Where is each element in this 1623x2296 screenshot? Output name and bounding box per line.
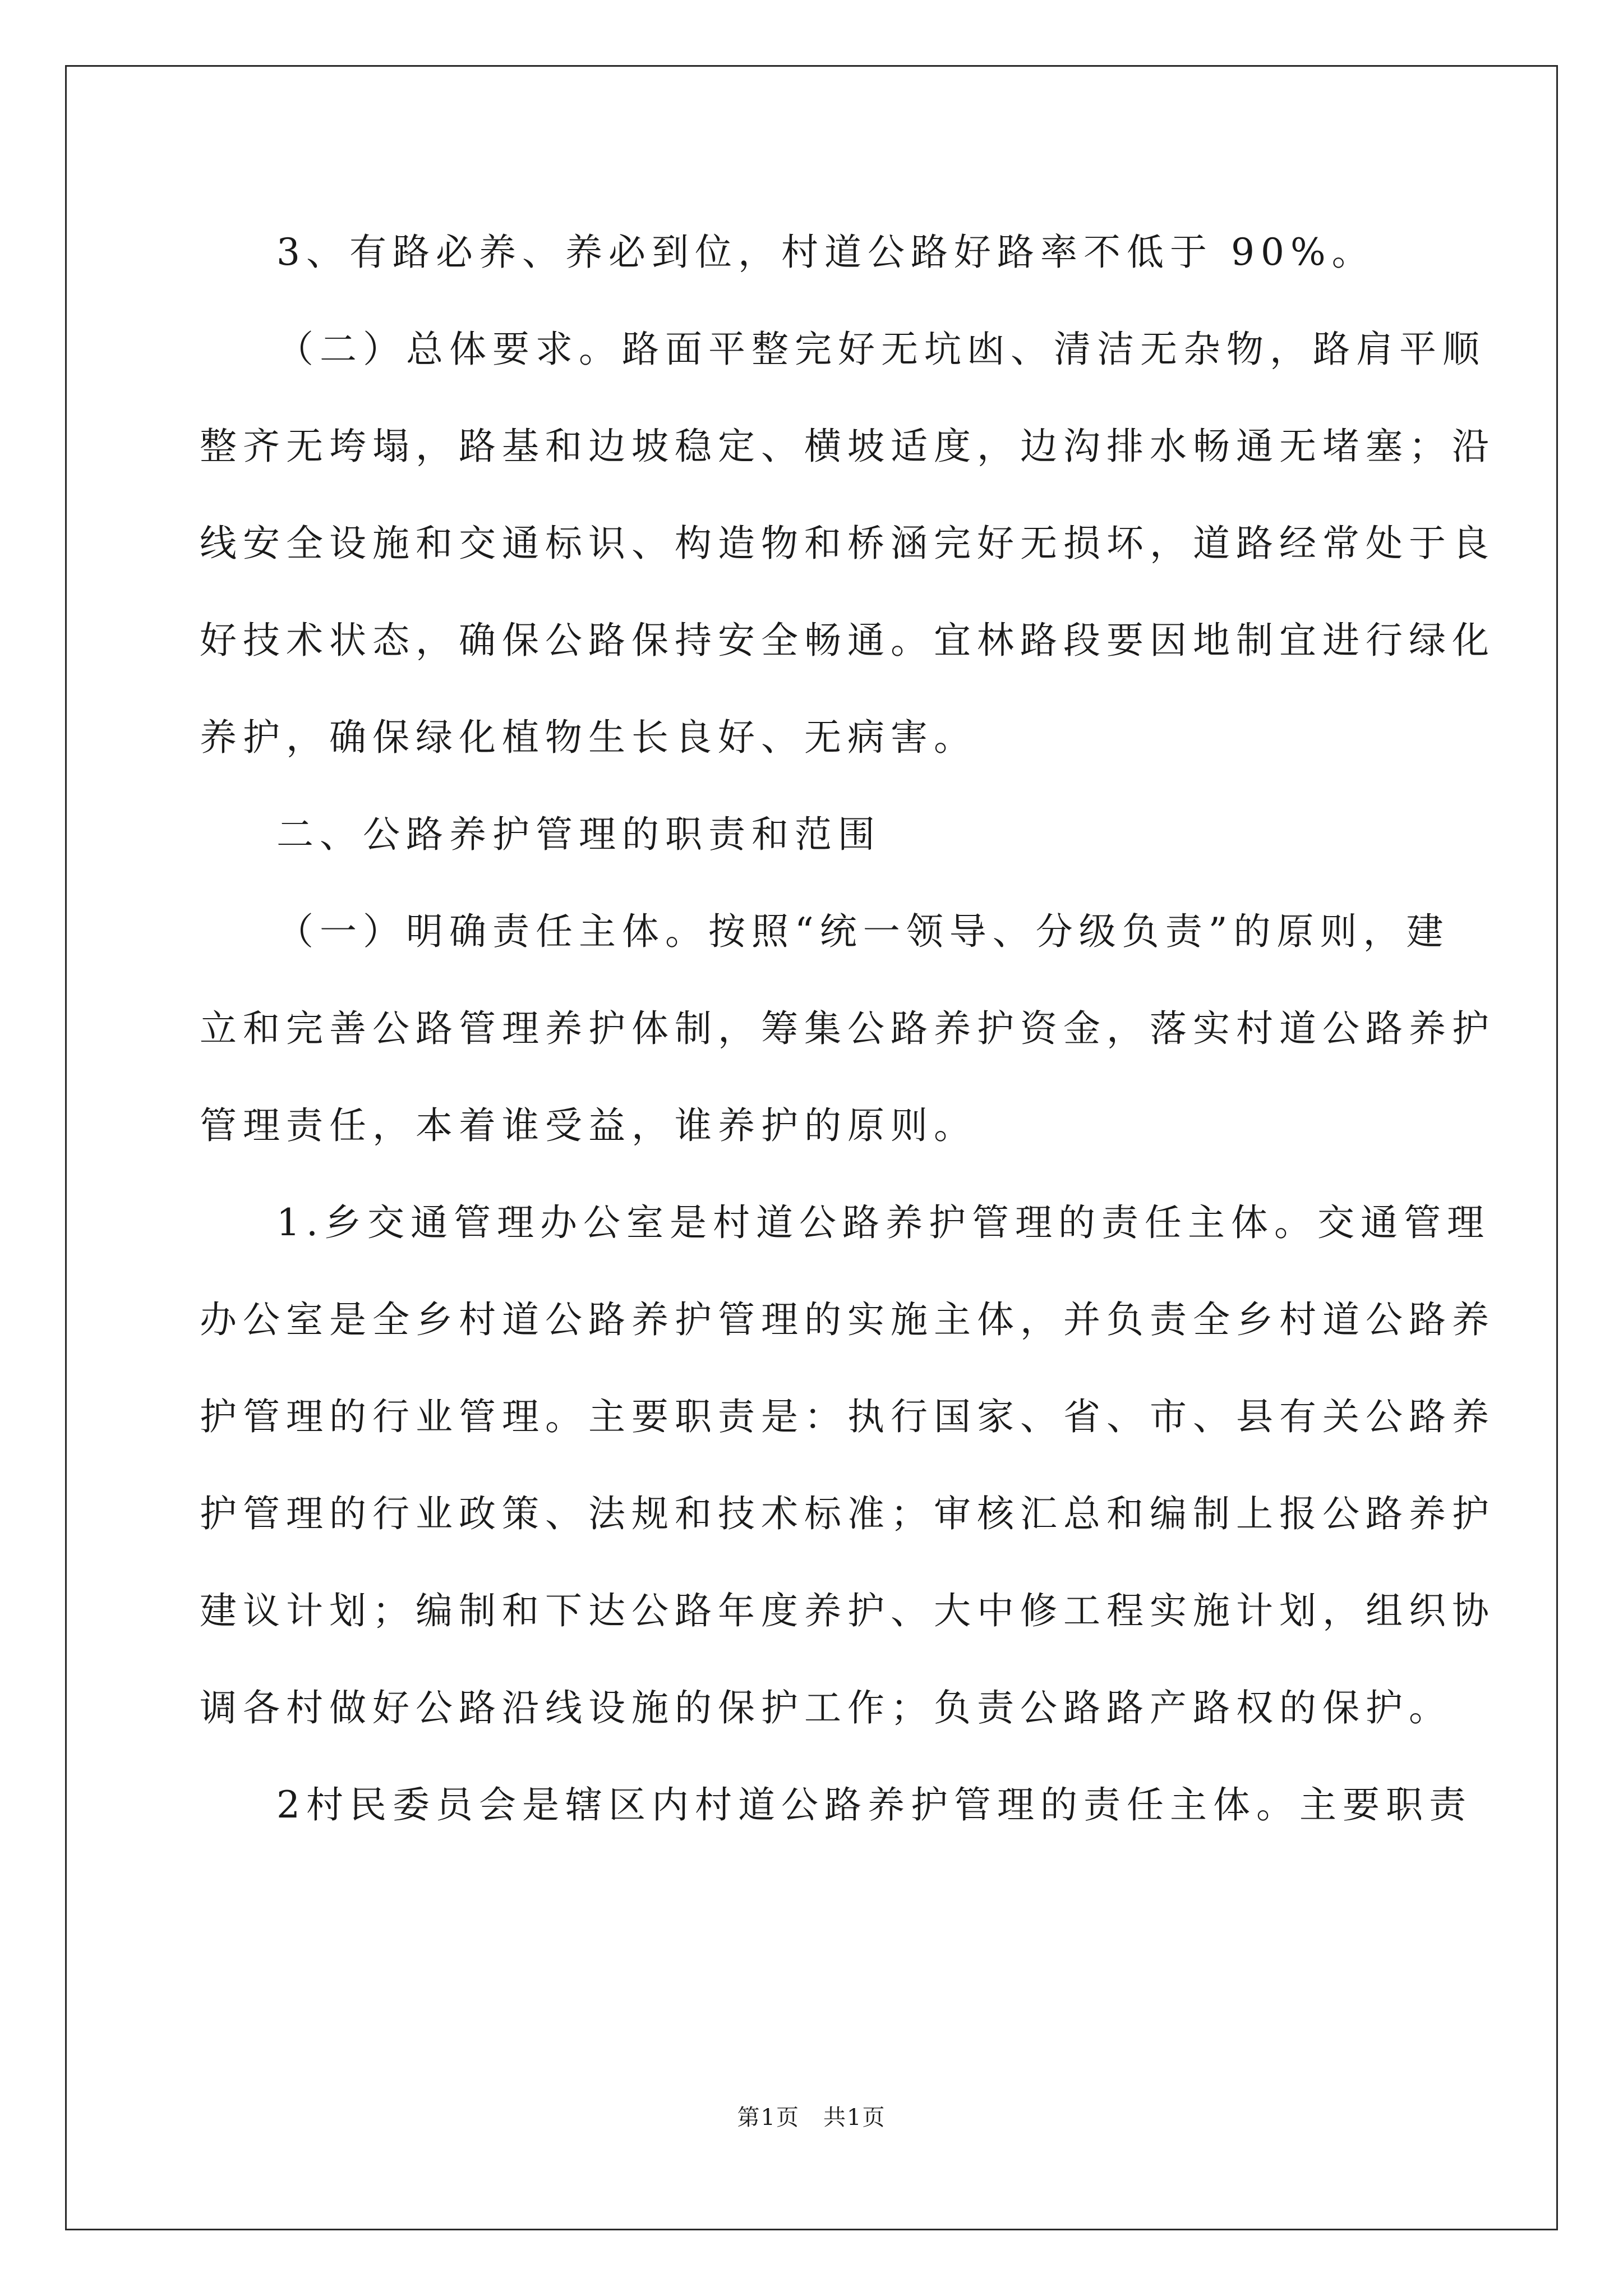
page-number: 第1页 共1页 bbox=[737, 2105, 886, 2131]
paragraph-6-line-1: 2村民委员会是辖区内村道公路养护管理的责任主体。主要职责 bbox=[276, 1783, 1472, 1826]
paragraph-5-line-3: 护管理的行业管理。主要职责是：执行国家、省、市、县有关公路养 bbox=[200, 1395, 1495, 1438]
paragraph-1-line-1: 3、有路必养、养必到位，村道公路好路率不低于 90%。 bbox=[276, 231, 1375, 274]
paragraph-2-line-5: 养护，确保绿化植物生长良好、无病害。 bbox=[200, 716, 977, 759]
paragraph-2-line-3: 线安全设施和交通标识、构造物和桥涵完好无损坏，道路经常处于良 bbox=[200, 522, 1495, 565]
paragraph-2-line-1: （二）总体要求。路面平整完好无坑凼、清洁无杂物，路肩平顺 bbox=[276, 328, 1486, 371]
paragraph-4-line-2: 立和完善公路管理养护体制，筹集公路养护资金，落实村道公路养护 bbox=[200, 1007, 1495, 1050]
paragraph-2-line-2: 整齐无垮塌，路基和边坡稳定、横坡适度，边沟排水畅通无堵塞；沿 bbox=[200, 425, 1495, 468]
paragraph-4-line-1: （一）明确责任主体。按照“统一领导、分级负责”的原则，建 bbox=[276, 910, 1450, 953]
paragraph-4-line-3: 管理责任，本着谁受益，谁养护的原则。 bbox=[200, 1104, 977, 1147]
paragraph-5-line-4: 护管理的行业政策、法规和技术标准；审核汇总和编制上报公路养护 bbox=[200, 1492, 1495, 1535]
paragraph-5-line-5: 建议计划；编制和下达公路年度养护、大中修工程实施计划，组织协 bbox=[200, 1589, 1495, 1632]
section-heading: 二、公路养护管理的职责和范围 bbox=[276, 813, 881, 856]
paragraph-5-line-1: 1.乡交通管理办公室是村道公路养护管理的责任主体。交通管理 bbox=[276, 1201, 1490, 1244]
paragraph-2-line-4: 好技术状态，确保公路保持安全畅通。宜林路段要因地制宜进行绿化 bbox=[200, 619, 1495, 662]
paragraph-5-line-2: 办公室是全乡村道公路养护管理的实施主体，并负责全乡村道公路养 bbox=[200, 1298, 1495, 1341]
paragraph-5-line-6: 调各村做好公路沿线设施的保护工作；负责公路路产路权的保护。 bbox=[200, 1686, 1452, 1729]
